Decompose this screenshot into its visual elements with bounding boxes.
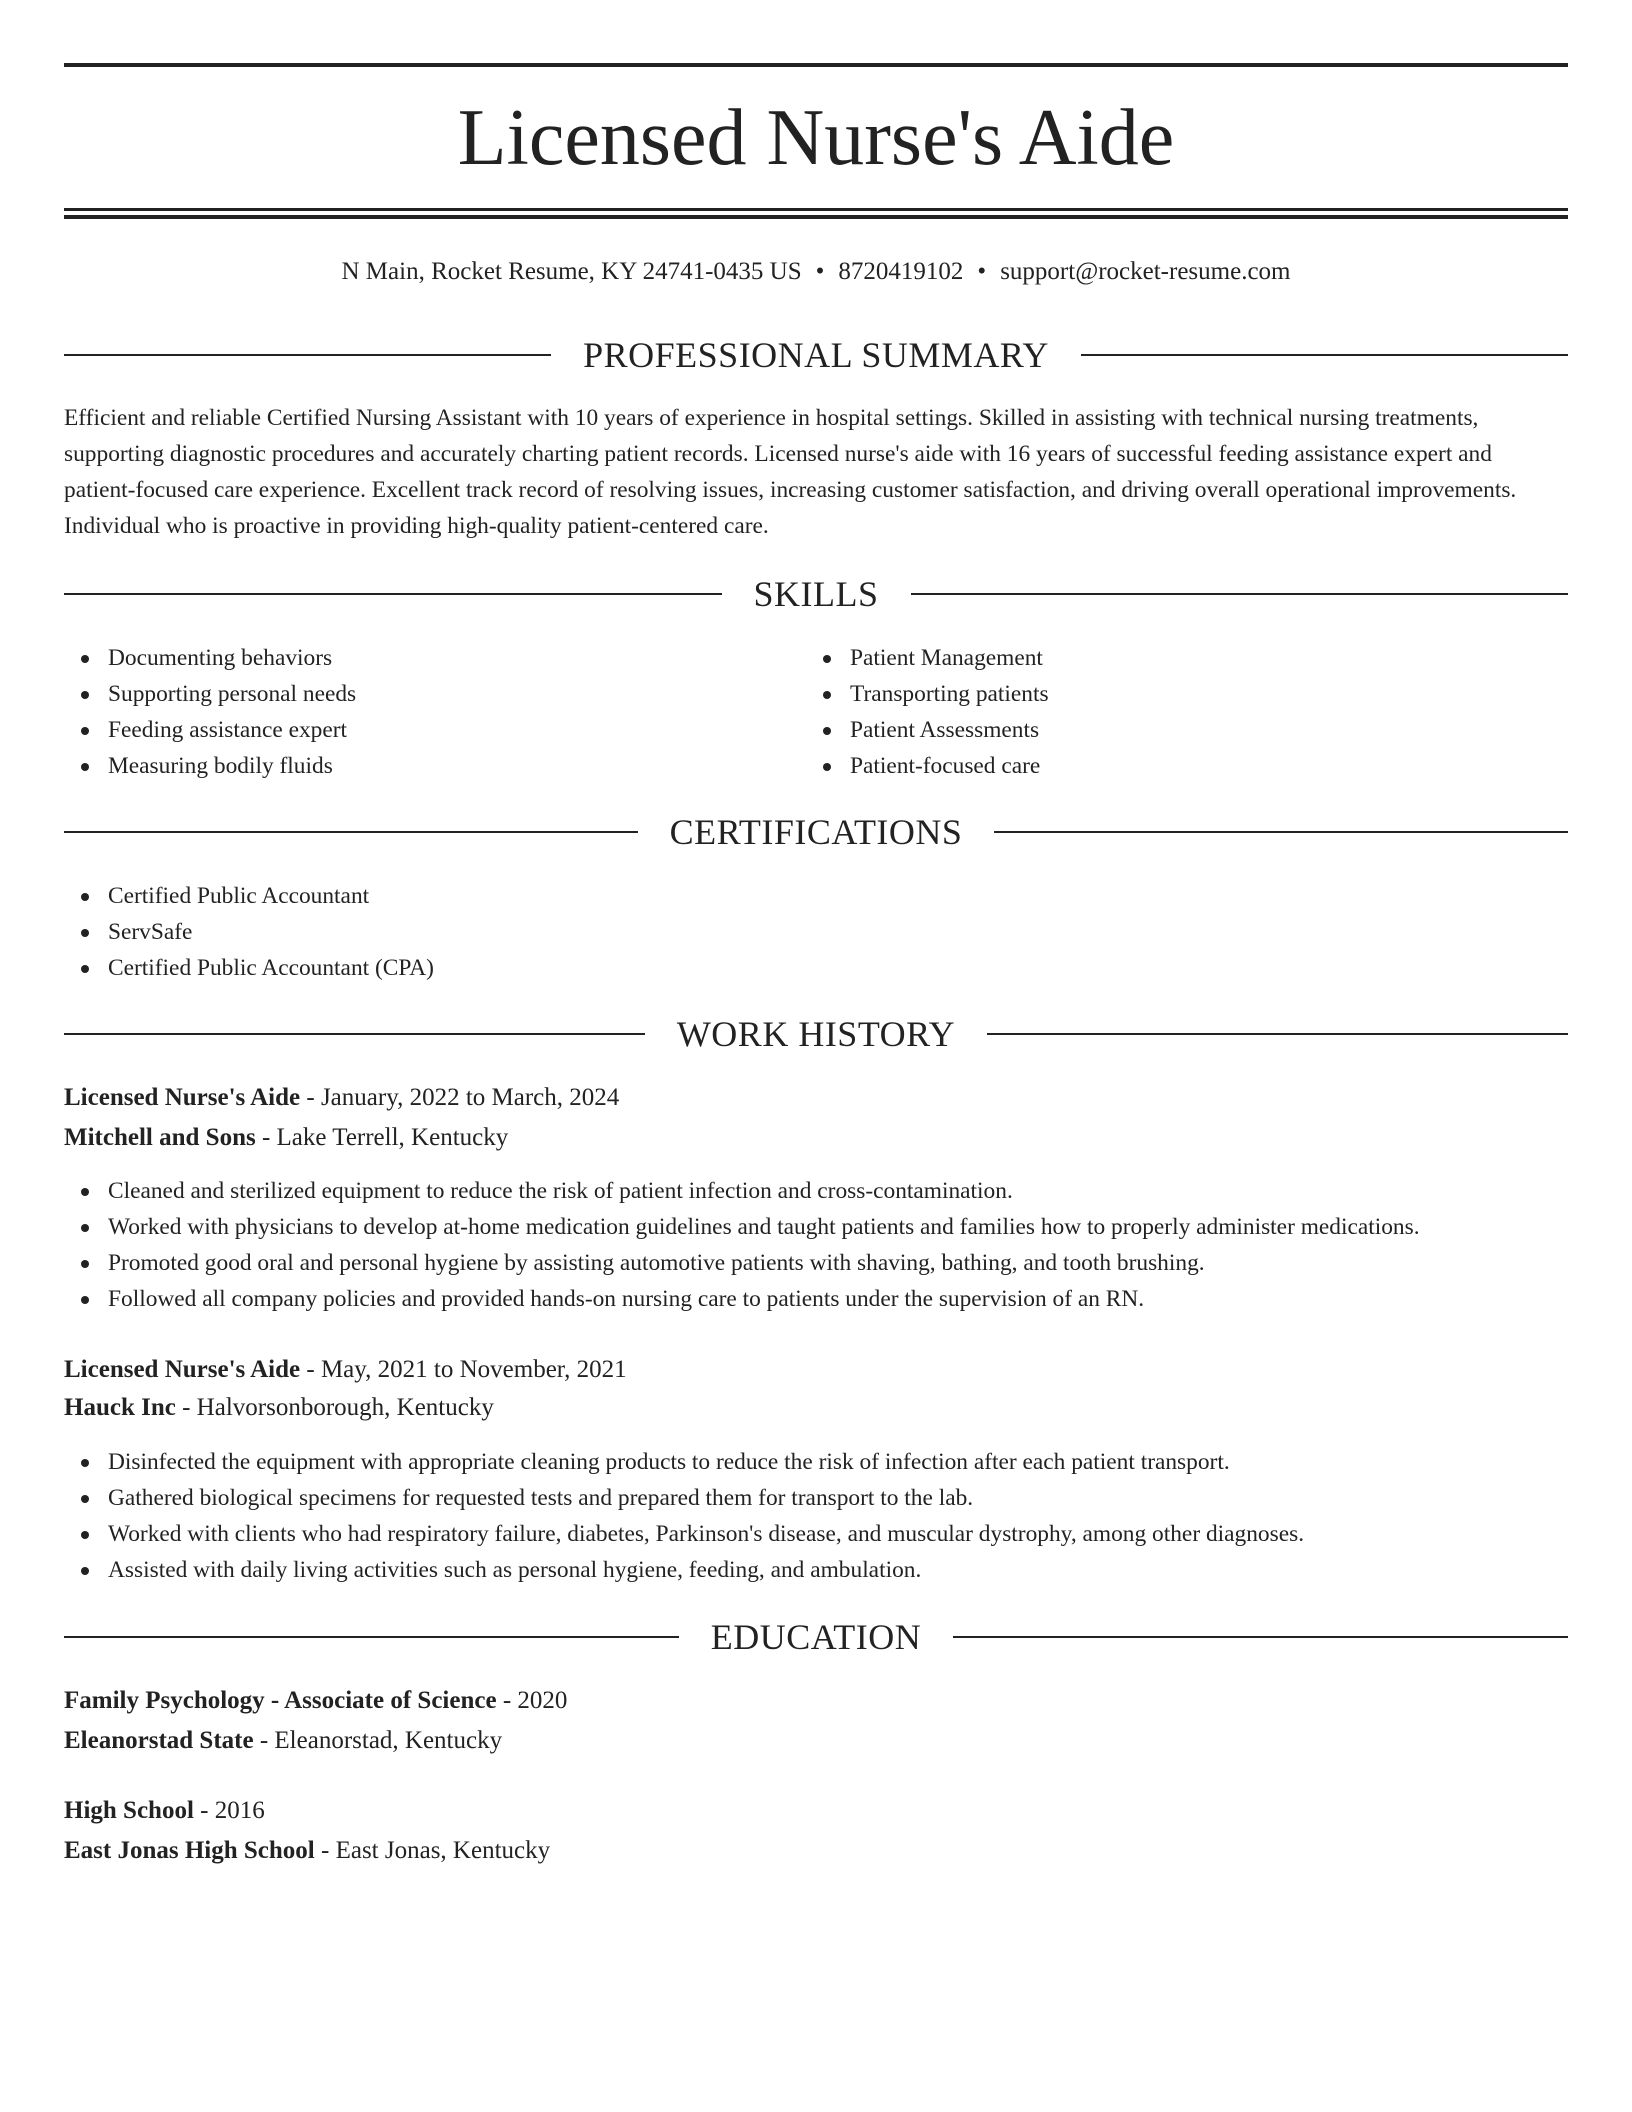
education-year: - 2016 <box>193 1797 265 1824</box>
education-degree: High School <box>64 1797 194 1824</box>
section-rule-left <box>64 1636 679 1638</box>
job-company-line <box>64 1389 1568 1427</box>
section-rule-right <box>953 1636 1568 1638</box>
job-location: - Lake Terrell, Kentucky <box>255 1124 509 1151</box>
contact-phone: 8720419102 <box>838 258 964 285</box>
skill-item: Patient Management <box>806 640 1049 676</box>
section-header-education <box>64 1615 1568 1659</box>
section-title-skills: SKILLS <box>753 574 879 614</box>
education-degree-line <box>64 1682 1568 1720</box>
job-role: Licensed Nurse's Aide <box>64 1356 301 1383</box>
skills-list-right <box>806 640 1049 784</box>
education-location: - East Jonas, Kentucky <box>314 1837 551 1864</box>
section-rule-left <box>64 354 551 356</box>
section-rule-right <box>994 831 1568 833</box>
job-location: - Halvorsonborough, Kentucky <box>175 1394 494 1421</box>
contact-line <box>64 254 1568 290</box>
job-role: Licensed Nurse's Aide <box>64 1084 301 1111</box>
skill-item: Feeding assistance expert <box>64 712 356 748</box>
job-company: Mitchell and Sons <box>64 1124 256 1151</box>
resume-name: Licensed Nurse's Aide <box>457 94 1175 182</box>
summary-text: Efficient and reliable Certified Nursing Assistant with 10 years of experience in hospital settings. Skilled in assisting with technical nursing treatments, supporting diagnostic procedures and accurately charting patient records. Licensed nurse's aide with 16 years of successful feeding assistance expert and patient-focused care experience. Excellent track record of resolving issues, increasing customer satisfaction, and driving overall operational improvements. Individual who is proactive in providing high-quality patient-centered care. <box>64 405 1517 539</box>
education-school-line <box>64 1722 1568 1760</box>
job-bullet: Assisted with daily living activities such as personal hygiene, feeding, and ambulation. <box>64 1552 1568 1588</box>
section-header-skills <box>64 572 1568 616</box>
education-degree: Family Psychology - Associate of Science <box>64 1687 497 1714</box>
section-title-education: EDUCATION <box>710 1617 922 1657</box>
certification-item: Certified Public Accountant (CPA) <box>64 950 434 986</box>
top-rule <box>64 63 1568 67</box>
education-location: - Eleanorstad, Kentucky <box>253 1727 503 1754</box>
job-bullet: Worked with clients who had respiratory failure, diabetes, Parkinson's disease, and muscular dystrophy, among other diagnoses. <box>64 1516 1568 1552</box>
section-rule-right <box>911 593 1569 595</box>
section-rule-right <box>987 1033 1568 1035</box>
certification-item: ServSafe <box>64 914 434 950</box>
certifications-list <box>64 878 434 986</box>
skill-item: Supporting personal needs <box>64 676 356 712</box>
skill-item: Measuring bodily fluids <box>64 748 356 784</box>
section-rule-left <box>64 831 638 833</box>
contact-address: N Main, Rocket Resume, KY 24741-0435 US <box>341 258 802 285</box>
job-dates: - January, 2022 to March, 2024 <box>300 1084 620 1111</box>
job-bullets <box>64 1173 1568 1317</box>
section-rule-right <box>1081 354 1568 356</box>
contact-email: support@rocket-resume.com <box>1000 258 1291 285</box>
contact-separator: • <box>815 258 825 285</box>
education-school: Eleanorstad State <box>64 1727 254 1754</box>
job-title-line <box>64 1351 1568 1389</box>
section-title-work: WORK HISTORY <box>676 1014 956 1054</box>
job-bullet: Worked with physicians to develop at-home medication guidelines and taught patients and families how to properly administer medications. <box>64 1209 1568 1245</box>
section-header-certifications <box>64 810 1568 854</box>
section-header-summary <box>64 333 1568 377</box>
education-year: - 2020 <box>496 1687 568 1714</box>
skill-item: Patient Assessments <box>806 712 1049 748</box>
skill-item: Documenting behaviors <box>64 640 356 676</box>
job-bullet: Disinfected the equipment with appropriate cleaning products to reduce the risk of infection after each patient transport. <box>64 1444 1568 1480</box>
header-rule-thin <box>64 208 1568 211</box>
section-title-certifications: CERTIFICATIONS <box>669 812 963 852</box>
section-rule-left <box>64 1033 645 1035</box>
skills-list-left <box>64 640 356 784</box>
section-rule-left <box>64 593 722 595</box>
skill-item: Patient-focused care <box>806 748 1049 784</box>
section-header-work <box>64 1012 1568 1056</box>
section-title-summary: PROFESSIONAL SUMMARY <box>583 335 1049 375</box>
header-rule-thick <box>64 215 1568 219</box>
job-bullet: Cleaned and sterilized equipment to reduce the risk of patient infection and cross-contamination. <box>64 1173 1568 1209</box>
job-bullet: Gathered biological specimens for requested tests and prepared them for transport to the lab. <box>64 1480 1568 1516</box>
job-bullet: Followed all company policies and provided hands-on nursing care to patients under the supervision of an RN. <box>64 1281 1568 1317</box>
education-school-line <box>64 1832 1568 1870</box>
skill-item: Transporting patients <box>806 676 1049 712</box>
education-school: East Jonas High School <box>64 1837 315 1864</box>
certification-item: Certified Public Accountant <box>64 878 434 914</box>
contact-separator: • <box>977 258 987 285</box>
job-company-line <box>64 1119 1568 1157</box>
job-bullets <box>64 1444 1568 1588</box>
job-bullet: Promoted good oral and personal hygiene by assisting automotive patients with shaving, bathing, and tooth brushing. <box>64 1245 1568 1281</box>
education-degree-line <box>64 1792 1568 1830</box>
job-dates: - May, 2021 to November, 2021 <box>300 1356 627 1383</box>
job-company: Hauck Inc <box>64 1394 176 1421</box>
job-title-line <box>64 1079 1568 1117</box>
